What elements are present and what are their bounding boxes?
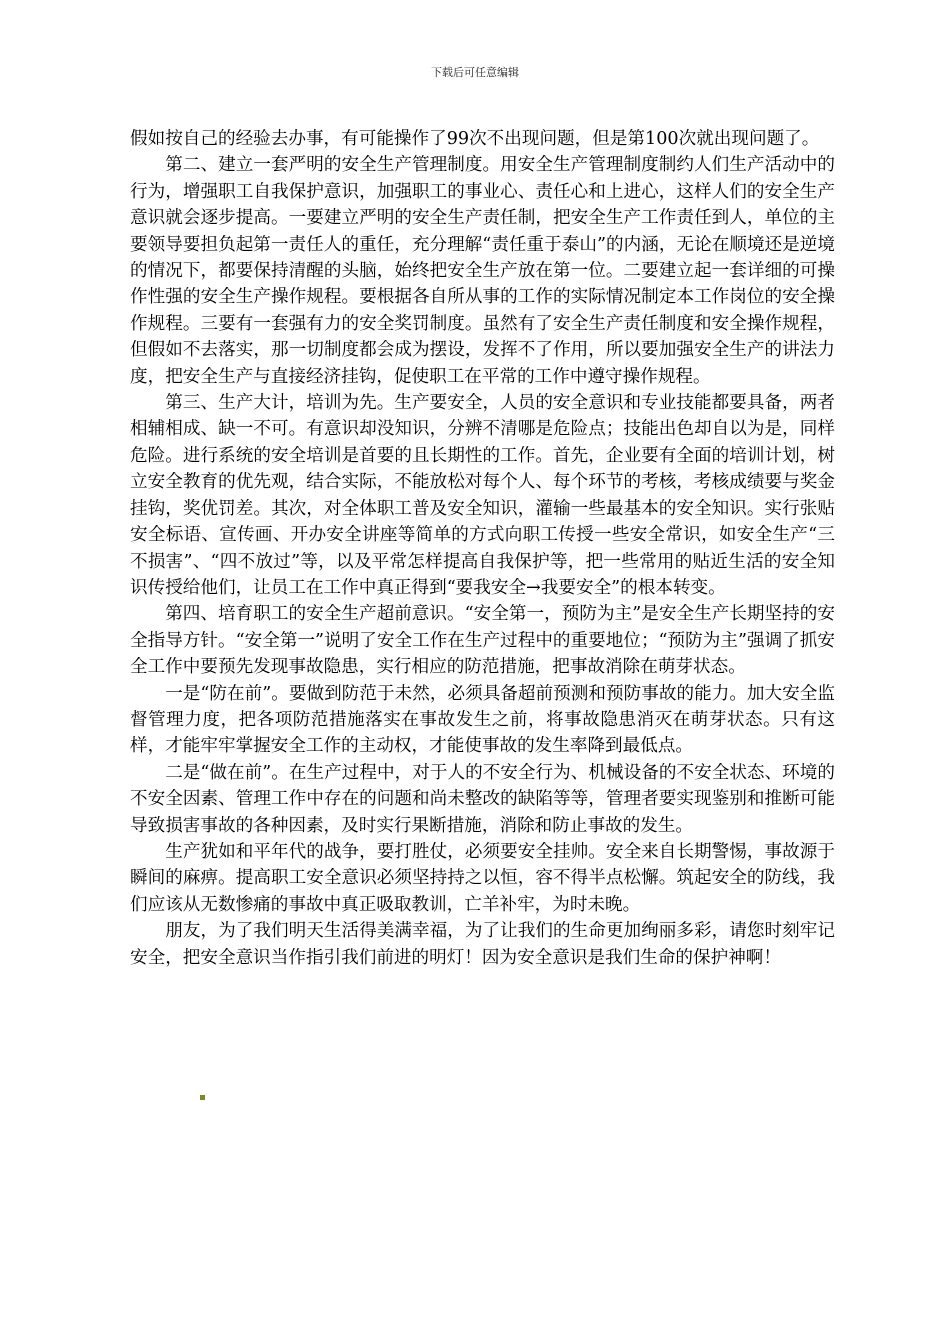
paragraph: 二是“做在前”。在生产过程中，对于人的不安全行为、机械设备的不安全状态、环境的不安全因素、管理工作中存在的问题和尚未整改的缺陷等等，管理者要实现鉴别和推断可能导致损害事故的各种因素，及时实行果断措施，消除和防止事故的发生。 [130,762,835,836]
paragraph: 第二、建立一套严明的安全生产管理制度。用安全生产管理制度制约人们生产活动中的行为，增强职工自我保护意识，加强职工的事业心、责任心和上进心，这样人们的安全生产意识就会逐步提高。一要建立严明的安全生产责任制，把安全生产工作责任到人，单位的主要领导要担负起第一责任人的重任，充分理解“责任重于泰山”的内涵，无论在顺境还是逆境的情况下，都要保持清醒的头脑，始终把安全生产放在第一位。二要建立起一套详细的可操作性强的安全生产操作规程。要根据各自所从事的工作的实际情况制定本工作岗位的安全操作规程。三要有一套强有力的安全奖罚制度。虽然有了安全生产责任制度和安全操作规程，但假如不去落实，那一切制度都会成为摆设，发挥不了作用，所以要加强安全生产的讲法力度，把安全生产与直接经济挂钩，促使职工在平常的工作中遵守操作规程。 [130,155,835,387]
paragraph: 假如按自己的经验去办事，有可能操作了99次不出现问题，但是第100次就出现问题了。 [130,129,820,149]
document-body [130,126,835,971]
page-header: 下载后可任意编辑 [431,66,519,79]
end-marker-icon [200,1095,205,1100]
paragraph: 一是“防在前”。要做到防范于未然，必须具备超前预测和预防事故的能力。加大安全监督管理力度，把各项防范措施落实在事故发生之前，将事故隐患消灭在萌芽状态。只有这样，才能牢牢掌握安全工作的主动权，才能使事故的发生率降到最低点。 [130,683,835,757]
paragraph: 朋友，为了我们明天生活得美满幸福，为了让我们的生命更加绚丽多彩，请您时刻牢记安全，把安全意识当作指引我们前进的明灯！因为安全意识是我们生命的保护神啊！ [130,921,835,968]
paragraph: 第三、生产大计，培训为先。生产要安全，人员的安全意识和专业技能都要具备，两者相辅相成、缺一不可。有意识却没知识，分辨不清哪是危险点；技能出色却自以为是，同样危险。进行系统的安全培训是首要的且长期性的工作。首先，企业要有全面的培训计划，树立安全教育的优先观，结合实际，不能放松对每个人、每个环节的考核，考核成绩要与奖金挂钩，奖优罚差。其次，对全体职工普及安全知识，灌输一些最基本的安全知识。实行张贴安全标语、宣传画、开办安全讲座等简单的方式向职工传授一些安全常识，如安全生产“三不损害”、“四不放过”等，以及平常怎样提高自我保护等，把一些常用的贴近生活的安全知识传授给他们，让员工在工作中真正得到“要我安全→我要安全”的根本转变。 [130,393,835,598]
paragraph: 第四、培育职工的安全生产超前意识。“安全第一，预防为主”是安全生产长期坚持的安全指导方针。“安全第一”说明了安全工作在生产过程中的重要地位；“预防为主”强调了抓安全工作中要预先发现事故隐患，实行相应的防范措施，把事故消除在萌芽状态。 [130,604,835,678]
paragraph: 生产犹如和平年代的战争，要打胜仗，必须要安全挂帅。安全来自长期警惕，事故源于瞬间的麻痹。提高职工安全意识必须坚持持之以恒，容不得半点松懈。筑起安全的防线，我们应该从无数惨痛的事故中真正吸取教训，亡羊补牢，为时未晚。 [130,841,835,915]
